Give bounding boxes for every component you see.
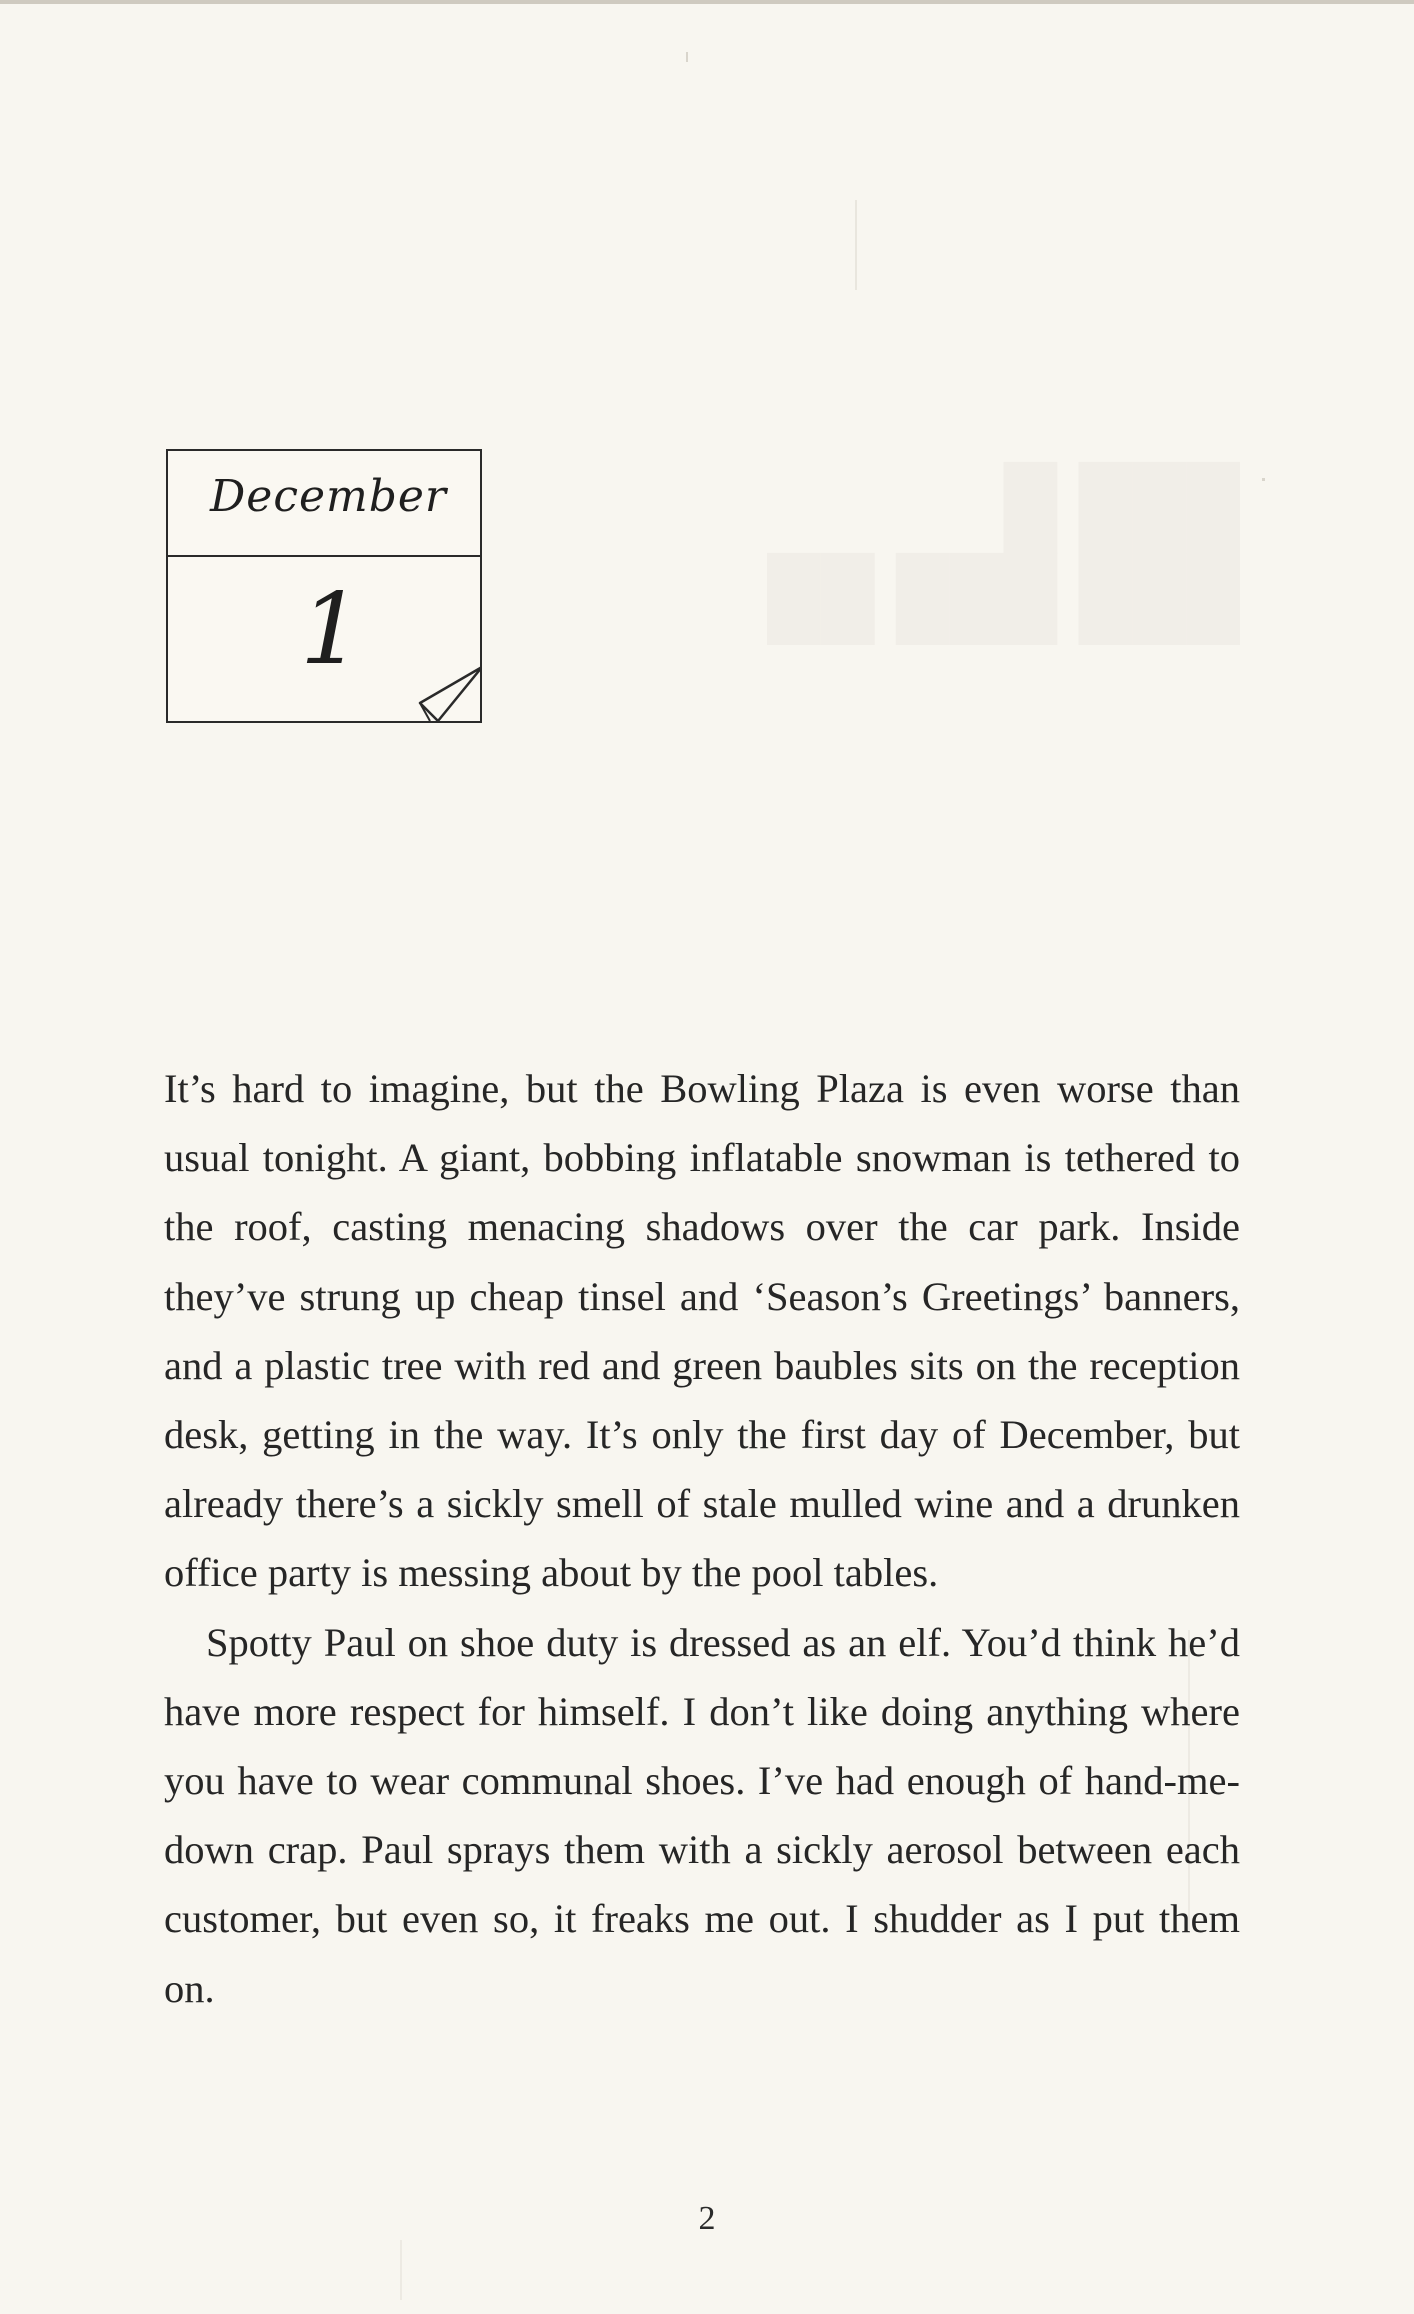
calendar-day: 1 [300, 573, 363, 687]
paragraph: Spotty Paul on shoe duty is dressed as an elf. You’d think he’d have more respect for himself. I don’t like doing anything where you have to wear communal shoes. I’ve had enough of hand-me-down crap. Paul sprays them with a sickly aerosol between each customer, but even so, it freaks me out. I shudder as I put them on. [164, 1619, 1240, 2011]
paper-speck [855, 200, 857, 290]
calendar-page-icon [166, 449, 482, 723]
page-curl-icon [416, 665, 482, 723]
paper-speck [400, 2240, 402, 2300]
calendar-header [168, 451, 480, 557]
chapter-body [164, 1054, 1240, 2023]
paragraph: It’s hard to imagine, but the Bowling Plaza is even worse than usual tonight. A giant, bobbing inflatable snowman is tethered to the roof, casting menacing shadows over the car park. Inside they’ve strung up cheap tinsel and ‘Season’s Greetings’ banners, and a plastic tree with red and green baubles sits on the reception desk, getting in the way. It’s only the first day of December, but already there’s a sickly smell of stale mulled wine and a drunken office party is messing about by the pool tables. [164, 1066, 1240, 1596]
paper-speck [1262, 478, 1265, 481]
bleed-through-title: █ ███ ██ ███ ███ [767, 463, 1240, 640]
calendar-month: December [210, 471, 447, 522]
page-top-edge [0, 0, 1414, 4]
page-number: 2 [698, 2200, 716, 2237]
paper-speck [686, 52, 688, 62]
